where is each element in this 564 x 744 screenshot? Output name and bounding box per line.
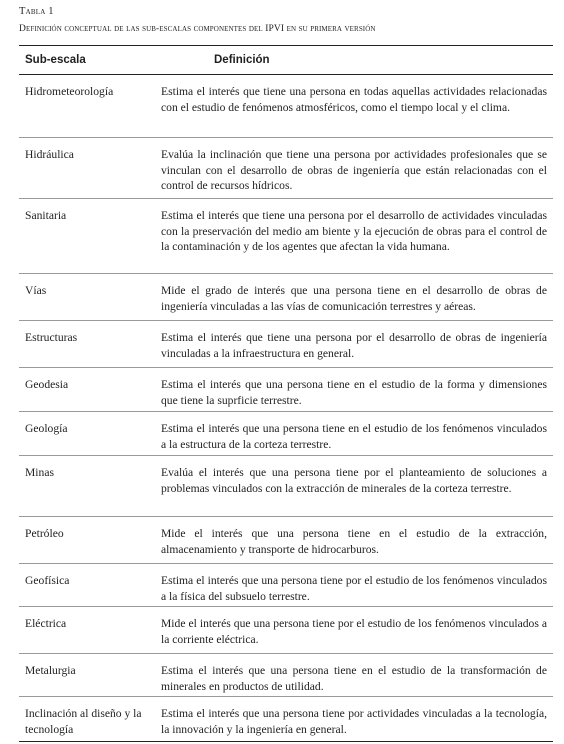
subscale-name: Geodesia: [25, 378, 69, 391]
subscale-definition: Estima el interés que tiene una persona por el desarrollo de actividades vinculadas con la preservación del medio am biente y la ejecución de obras para el control de la contaminación y de los agentes que afectan la vida humana.: [161, 209, 547, 253]
subscale-definition: Estima el interés que una persona tiene por el estudio de los fenómenos vinculados a la física del subsuelo terrestre.: [161, 574, 547, 603]
subscale-name: Minas: [25, 466, 54, 479]
table-row: [19, 321, 553, 368]
definitions-table: [19, 45, 553, 742]
table-row: [19, 138, 553, 199]
subscale-definition: Estima el interés que una persona tiene en el estudio de los fenómenos vinculados a la estructura de la corteza terrestre.: [161, 422, 547, 451]
table-row: [19, 456, 553, 517]
table-caption-label: Tabla 1: [19, 6, 54, 17]
table-row: [19, 274, 553, 321]
table-row: [19, 697, 553, 742]
subscale-name: Inclinación al diseño y la tecnología: [25, 707, 142, 736]
table-row: [19, 75, 553, 138]
table-row: [19, 368, 553, 412]
subscale-name: Hidráulica: [25, 148, 74, 161]
header-sub-escala: Sub-escala: [25, 54, 86, 66]
subscale-definition: Estima el interés que una persona tiene por actividades vinculadas a la tecnología, la innovación y la ingeniería en general.: [161, 707, 547, 736]
subscale-definition: Estima el interés que tiene una persona por el desarrollo de obras de ingeniería vinculadas a la infraestructura en general.: [161, 331, 547, 360]
subscale-definition: Estima el interés que una persona tiene en el estudio de la forma y dimensiones que tiene la suprficie terrestre.: [161, 378, 547, 407]
subscale-definition: Mide el interés que una persona tiene en el estudio de la extracción, almacenamiento y transporte de hidrocarburos.: [161, 527, 547, 556]
table-row: [19, 607, 553, 654]
subscale-definition: Mide el grado de interés que una persona tiene en el desarrollo de obras de ingeniería vinculadas a las vías de comunicación terrestres y aéreas.: [161, 284, 547, 313]
subscale-name: Metalurgia: [25, 664, 76, 677]
subscale-name: Sanitaria: [25, 209, 67, 222]
table-row: [19, 654, 553, 697]
table-row: [19, 199, 553, 274]
subscale-definition: Estima el interés que una persona tiene en el estudio de la transformación de minerales en productos de utilidad.: [161, 664, 547, 693]
subscale-name: Petróleo: [25, 527, 64, 540]
header-definicion: Definición: [214, 54, 270, 66]
subscale-definition: Evalúa la inclinación que tiene una persona por actividades profesionales que se vinculan con el desarrollo de obras de ingeniería que están relacionadas con el control de recursos hídricos.: [161, 148, 547, 192]
subscale-name: Geología: [25, 422, 68, 435]
subscale-definition: Estima el interés que tiene una persona en todas aquellas actividades relacionadas con el estudio de fenómenos atmosféricos, como el tiempo local y el clima.: [161, 85, 547, 114]
subscale-name: Eléctrica: [25, 617, 67, 630]
subscale-name: Hidrometeorología: [25, 85, 114, 98]
table-row: [19, 517, 553, 564]
table-row: [19, 564, 553, 607]
table-row: [19, 412, 553, 456]
subscale-name: Geofísica: [25, 574, 70, 587]
subscale-name: Vías: [25, 284, 47, 297]
table-header-row: [19, 46, 553, 75]
subscale-name: Estructuras: [25, 331, 78, 344]
table-caption-title: Definición conceptual de las sub-escalas componentes del IPVI en su primera versión: [19, 24, 376, 34]
subscale-definition: Mide el interés que una persona tiene por el estudio de los fenómenos vinculados a la corriente eléctrica.: [161, 617, 547, 646]
subscale-definition: Evalúa el interés que una persona tiene por el planteamiento de soluciones a problemas vinculados con la extracción de minerales de la corteza terrestre.: [161, 466, 547, 495]
